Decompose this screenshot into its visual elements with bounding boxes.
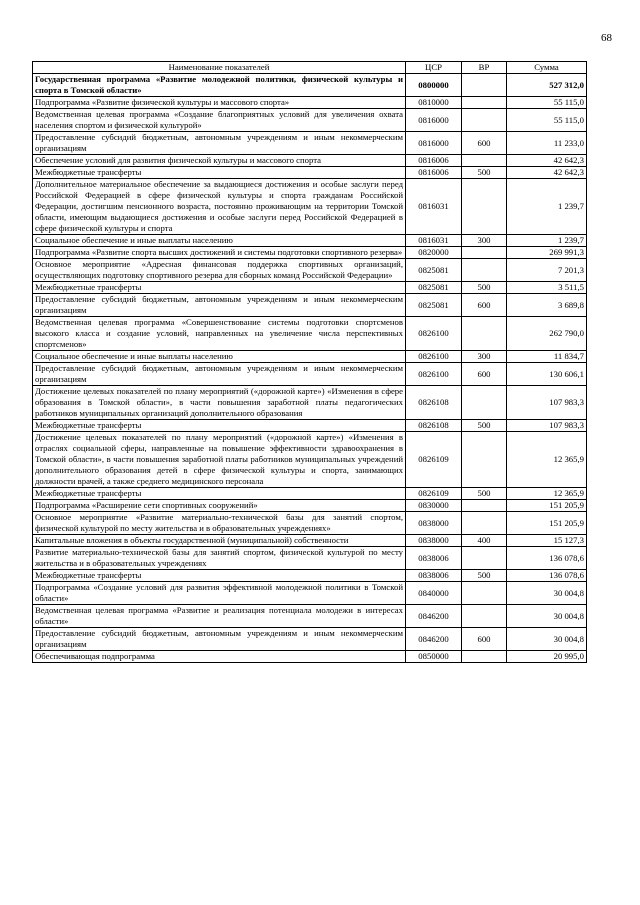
table-cell-name: Основное мероприятие «Адресная финансовая поддержка спортивных организаций, осуществляющих подготовку спортивного резерва для сборных команд Российской Федерации»	[33, 259, 406, 282]
table-cell-vr	[462, 155, 507, 167]
table-cell-name: Ведомственная целевая программа «Создание благоприятных условий для увеличения охвата населения спортом и физической культурой»	[33, 109, 406, 132]
table-cell-name: Достижение целевых показателей по плану мероприятий («дорожной карте») «Изменения в сфере образования в Томской области», в части повышения заработной платы педагогических работников муниципальных организаций дополнительного образования	[33, 386, 406, 420]
table-cell-csr: 0820000	[406, 247, 462, 259]
table-row	[33, 179, 587, 235]
table-cell-sum: 15 127,3	[507, 535, 587, 547]
table-cell-vr	[462, 247, 507, 259]
table-row	[33, 97, 587, 109]
table-cell-name: Межбюджетные трансферты	[33, 167, 406, 179]
table-cell-csr: 0810000	[406, 97, 462, 109]
table-cell-csr: 0816006	[406, 155, 462, 167]
table-cell-vr	[462, 259, 507, 282]
table-cell-csr: 0826100	[406, 363, 462, 386]
table-row	[33, 651, 587, 663]
table-row	[33, 155, 587, 167]
table-cell-vr: 500	[462, 488, 507, 500]
header-name: Наименование показателей	[33, 62, 406, 74]
table-cell-vr: 400	[462, 535, 507, 547]
table-row	[33, 488, 587, 500]
table-cell-name: Предоставление субсидий бюджетным, автономным учреждениям и иным некоммерческим организациям	[33, 132, 406, 155]
table-cell-vr: 300	[462, 351, 507, 363]
table-cell-sum: 55 115,0	[507, 97, 587, 109]
table-cell-sum: 7 201,3	[507, 259, 587, 282]
table-cell-csr: 0840000	[406, 582, 462, 605]
table-cell-csr: 0826108	[406, 420, 462, 432]
table-cell-name: Дополнительное материальное обеспечение за выдающиеся достижения и особые заслуги перед Российской Федерацией в сфере физической культуры и спорта гражданам Российской Федерации, достигшим пенсионного возраста, постоянно проживающим на территории Томской области, имеющим выдающиеся достижения и особые заслуги перед Российской Федерацией в сфере физической культуры и спорта	[33, 179, 406, 235]
table-row	[33, 512, 587, 535]
table-cell-name: Межбюджетные трансферты	[33, 420, 406, 432]
table-cell-vr: 500	[462, 282, 507, 294]
table-row	[33, 235, 587, 247]
table-cell-name: Социальное обеспечение и иные выплаты населению	[33, 235, 406, 247]
table-cell-sum: 130 606,1	[507, 363, 587, 386]
table-cell-csr: 0825081	[406, 282, 462, 294]
table-cell-name: Подпрограмма «Развитие физической культуры и массового спорта»	[33, 97, 406, 109]
table-cell-name: Ведомственная целевая программа «Развитие и реализация потенциала молодежи в интересах области»	[33, 605, 406, 628]
table-cell-vr	[462, 97, 507, 109]
table-cell-vr: 600	[462, 628, 507, 651]
table-cell-name: Основное мероприятие «Развитие материально-технической базы для занятий спортом, физической культурой по месту жительства и в образовательных учреждениях»	[33, 512, 406, 535]
table-cell-csr: 0838006	[406, 570, 462, 582]
table-cell-name: Межбюджетные трансферты	[33, 282, 406, 294]
table-cell-name: Подпрограмма «Расширение сети спортивных сооружений»	[33, 500, 406, 512]
table-cell-name: Ведомственная целевая программа «Совершенствование системы подготовки спортсменов высокого класса и создание условий, направленных на увеличение числа перспективных спортсменов»	[33, 317, 406, 351]
table-cell-sum: 12 365,9	[507, 488, 587, 500]
table-cell-vr	[462, 317, 507, 351]
table-cell-csr: 0838000	[406, 535, 462, 547]
table-cell-name: Предоставление субсидий бюджетным, автономным учреждениям и иным некоммерческим организациям	[33, 363, 406, 386]
table-cell-csr: 0816031	[406, 235, 462, 247]
table-cell-csr: 0826100	[406, 317, 462, 351]
table-cell-sum: 527 312,0	[507, 74, 587, 97]
table-cell-sum: 136 078,6	[507, 547, 587, 570]
header-csr: ЦСР	[406, 62, 462, 74]
table-cell-name: Социальное обеспечение и иные выплаты населению	[33, 351, 406, 363]
table-row	[33, 282, 587, 294]
table-cell-csr: 0816006	[406, 167, 462, 179]
table-header-row	[33, 62, 587, 74]
table-cell-sum: 30 004,8	[507, 582, 587, 605]
table-row	[33, 500, 587, 512]
table-cell-sum: 262 790,0	[507, 317, 587, 351]
budget-table	[32, 61, 587, 663]
table-row	[33, 535, 587, 547]
table-cell-csr: 0826109	[406, 432, 462, 488]
table-cell-vr: 600	[462, 294, 507, 317]
table-row	[33, 582, 587, 605]
table-cell-sum: 30 004,8	[507, 605, 587, 628]
table-cell-sum: 20 995,0	[507, 651, 587, 663]
table-cell-sum: 269 991,3	[507, 247, 587, 259]
table-cell-sum: 42 642,3	[507, 155, 587, 167]
table-cell-sum: 107 983,3	[507, 386, 587, 420]
table-row	[33, 570, 587, 582]
table-cell-name: Межбюджетные трансферты	[33, 488, 406, 500]
table-cell-vr	[462, 74, 507, 97]
table-cell-name: Достижение целевых показателей по плану мероприятий («дорожной карте») «Изменения в отраслях социальной сферы, направленные на повышение эффективности здравоохранения в Томской области», в части повышения заработной платы работников муниципальных учреждений дополнительного образования детей в сфере физической культуры и спорта, занимающих должности врачей, а также среднего медицинского персонала	[33, 432, 406, 488]
table-cell-csr: 0830000	[406, 500, 462, 512]
table-cell-vr: 600	[462, 132, 507, 155]
table-cell-sum: 107 983,3	[507, 420, 587, 432]
table-row	[33, 432, 587, 488]
table-cell-name: Развитие материально-технической базы для занятий спортом, физической культурой по месту жительства и в образовательных учреждениях	[33, 547, 406, 570]
table-cell-sum: 30 004,8	[507, 628, 587, 651]
table-cell-vr	[462, 500, 507, 512]
table-cell-vr	[462, 547, 507, 570]
table-cell-vr: 500	[462, 167, 507, 179]
table-cell-name: Предоставление субсидий бюджетным, автономным учреждениям и иным некоммерческим организациям	[33, 628, 406, 651]
header-sum: Сумма	[507, 62, 587, 74]
table-row	[33, 74, 587, 97]
table-cell-sum: 3 689,8	[507, 294, 587, 317]
table-cell-csr: 0826100	[406, 351, 462, 363]
table-row	[33, 259, 587, 282]
table-cell-csr: 0826109	[406, 488, 462, 500]
table-cell-vr	[462, 651, 507, 663]
table-cell-csr: 0800000	[406, 74, 462, 97]
table-row	[33, 247, 587, 259]
table-cell-vr	[462, 386, 507, 420]
table-cell-sum: 151 205,9	[507, 512, 587, 535]
table-cell-csr: 0816031	[406, 179, 462, 235]
table-cell-vr: 300	[462, 235, 507, 247]
table-cell-name: Предоставление субсидий бюджетным, автономным учреждениям и иным некоммерческим организациям	[33, 294, 406, 317]
table-cell-sum: 151 205,9	[507, 500, 587, 512]
table-cell-name: Капитальные вложения в объекты государственной (муниципальной) собственности	[33, 535, 406, 547]
table-cell-vr	[462, 512, 507, 535]
table-cell-name: Подпрограмма «Развитие спорта высших достижений и системы подготовки спортивного резерва»	[33, 247, 406, 259]
table-cell-sum: 1 239,7	[507, 235, 587, 247]
table-cell-csr: 0826108	[406, 386, 462, 420]
table-cell-sum: 11 834,7	[507, 351, 587, 363]
table-cell-sum: 136 078,6	[507, 570, 587, 582]
table-row	[33, 351, 587, 363]
table-cell-sum: 1 239,7	[507, 179, 587, 235]
table-cell-csr: 0816000	[406, 132, 462, 155]
table-cell-sum: 42 642,3	[507, 167, 587, 179]
page-number: 68	[601, 32, 612, 44]
table-row	[33, 628, 587, 651]
table-cell-name: Межбюджетные трансферты	[33, 570, 406, 582]
table-cell-vr	[462, 605, 507, 628]
table-cell-vr: 500	[462, 420, 507, 432]
table-cell-csr: 0846200	[406, 605, 462, 628]
table-cell-csr: 0846200	[406, 628, 462, 651]
header-vr: ВР	[462, 62, 507, 74]
table-row	[33, 363, 587, 386]
table-row	[33, 294, 587, 317]
table-row	[33, 547, 587, 570]
table-row	[33, 605, 587, 628]
table-cell-vr	[462, 582, 507, 605]
table-cell-name: Обеспечение условий для развития физической культуры и массового спорта	[33, 155, 406, 167]
table-cell-sum: 55 115,0	[507, 109, 587, 132]
table-cell-vr: 500	[462, 570, 507, 582]
table-cell-name: Государственная программа «Развитие молодежной политики, физической культуры и спорта в Томской области»	[33, 74, 406, 97]
table-cell-csr: 0825081	[406, 294, 462, 317]
table-row	[33, 386, 587, 420]
table-row	[33, 132, 587, 155]
table-cell-csr: 0838000	[406, 512, 462, 535]
table-cell-sum: 12 365,9	[507, 432, 587, 488]
table-cell-csr: 0838006	[406, 547, 462, 570]
table-body	[33, 74, 587, 663]
table-row	[33, 420, 587, 432]
table-cell-vr	[462, 179, 507, 235]
table-cell-csr: 0825081	[406, 259, 462, 282]
table-cell-name: Подпрограмма «Создание условий для развития эффективной молодежной политики в Томской области»	[33, 582, 406, 605]
table-cell-vr: 600	[462, 363, 507, 386]
table-cell-csr: 0816000	[406, 109, 462, 132]
table-cell-sum: 3 511,5	[507, 282, 587, 294]
table-cell-vr	[462, 432, 507, 488]
table-row	[33, 317, 587, 351]
table-cell-vr	[462, 109, 507, 132]
table-cell-sum: 11 233,0	[507, 132, 587, 155]
table-row	[33, 167, 587, 179]
table-cell-name: Обеспечивающая подпрограмма	[33, 651, 406, 663]
table-cell-csr: 0850000	[406, 651, 462, 663]
table-row	[33, 109, 587, 132]
